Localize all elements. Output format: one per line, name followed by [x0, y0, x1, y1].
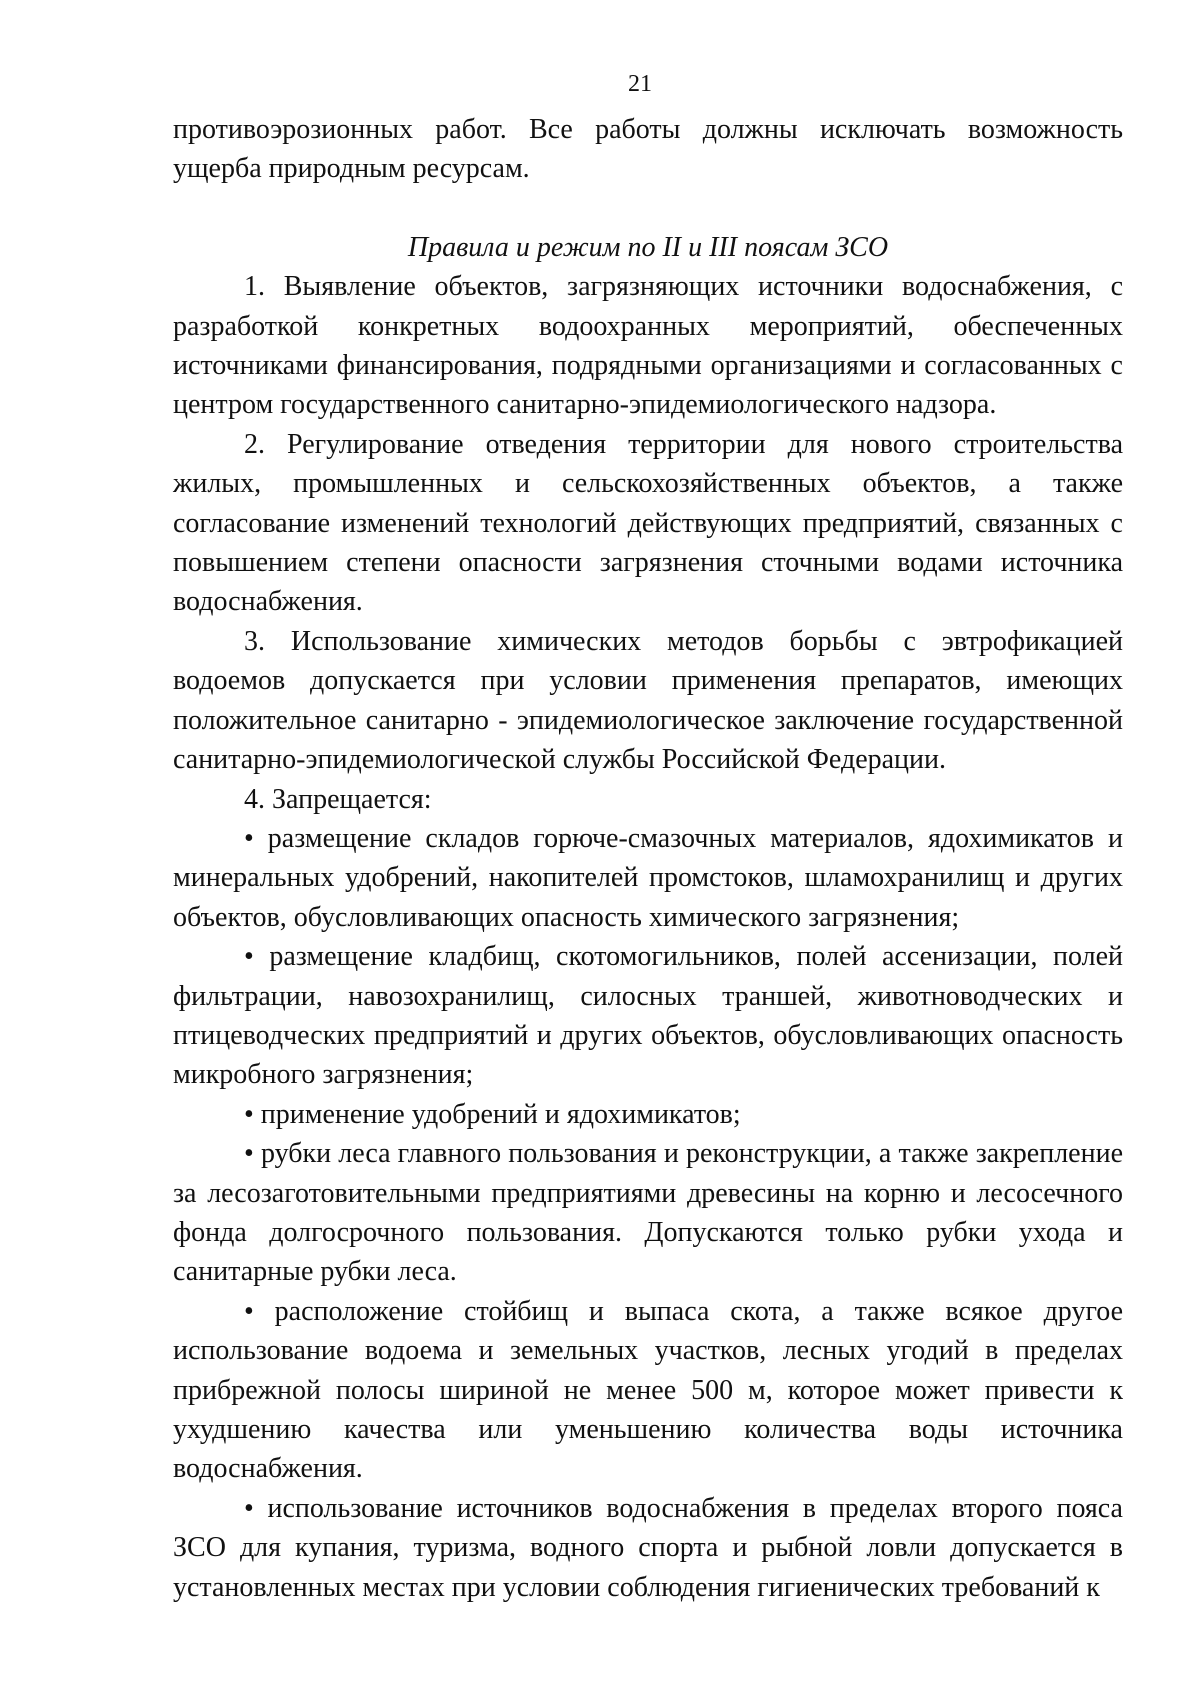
bullet-item-2: • размещение кладбищ, скотомогильников, полей ассенизации, полей фильтрации, навозохранилищ, силосных траншей, животноводческих и птицеводческих предприятий и других объектов, обусловливающих опасность микробного загрязнения;: [173, 941, 1123, 1091]
numbered-paragraph-3: 3. Использование химических методов борьбы с эвтрофикацией водоемов допускается при условии применения препаратов, имеющих положительное санитарно - эпидемиологическое заключение государственной санитарно-эпидемиологической службы Российской Федерации.: [173, 625, 1123, 776]
page-number: 21: [628, 71, 652, 97]
bullet-item-1: • размещение складов горюче-смазочных материалов, ядохимикатов и минеральных удобрений, накопителей промстоков, шламохранилищ и других объектов, обусловливающих опасность химического загрязнения;: [173, 822, 1123, 933]
bullet-item-3: • применение удобрений и ядохимикатов;: [244, 1098, 741, 1130]
document-body: [173, 110, 1123, 1607]
bullet-item-4: • рубки леса главного пользования и реконструкции, а также закрепление за лесозаготовительными предприятиями древесины на корню и лесосечного фонда долгосрочного пользования. Допускаются только рубки ухода и санитарные рубки леса.: [173, 1138, 1123, 1288]
section-heading: Правила и режим по II и III поясам ЗСО: [407, 231, 889, 263]
bullet-item-5: • расположение стойбищ и выпаса скота, а также всякое другое использование водоема и земельных участков, лесных угодий в пределах прибрежной полосы шириной не менее 500 м, которое может привести к ухудшению качества или уменьшению количества воды источника водоснабжения.: [173, 1295, 1123, 1485]
numbered-paragraph-1: 1. Выявление объектов, загрязняющих источники водоснабжения, с разработкой конкретных водоохранных мероприятий, обеспеченных источниками финансирования, подрядными организациями и согласованных с центром государственного санитарно-эпидемиологического надзора.: [173, 271, 1123, 421]
bullet-item-6: • использование источников водоснабжения в пределах второго пояса ЗСО для купания, туризма, водного спорта и рыбной ловли допускается в установленных местах при условии соблюдения гигиенических требований к: [173, 1492, 1123, 1603]
numbered-paragraph-4: 4. Запрещается:: [244, 783, 432, 815]
intro-paragraph: противоэрозионных работ. Все работы должны исключать возможность ущерба природным ресурсам.: [173, 114, 1123, 185]
numbered-paragraph-2: 2. Регулирование отведения территории для нового строительства жилых, промышленных и сельскохозяйственных объектов, а также согласование изменений технологий действующих предприятий, связанных с повышением степени опасности загрязнения сточными водами источника водоснабжения.: [173, 428, 1123, 618]
